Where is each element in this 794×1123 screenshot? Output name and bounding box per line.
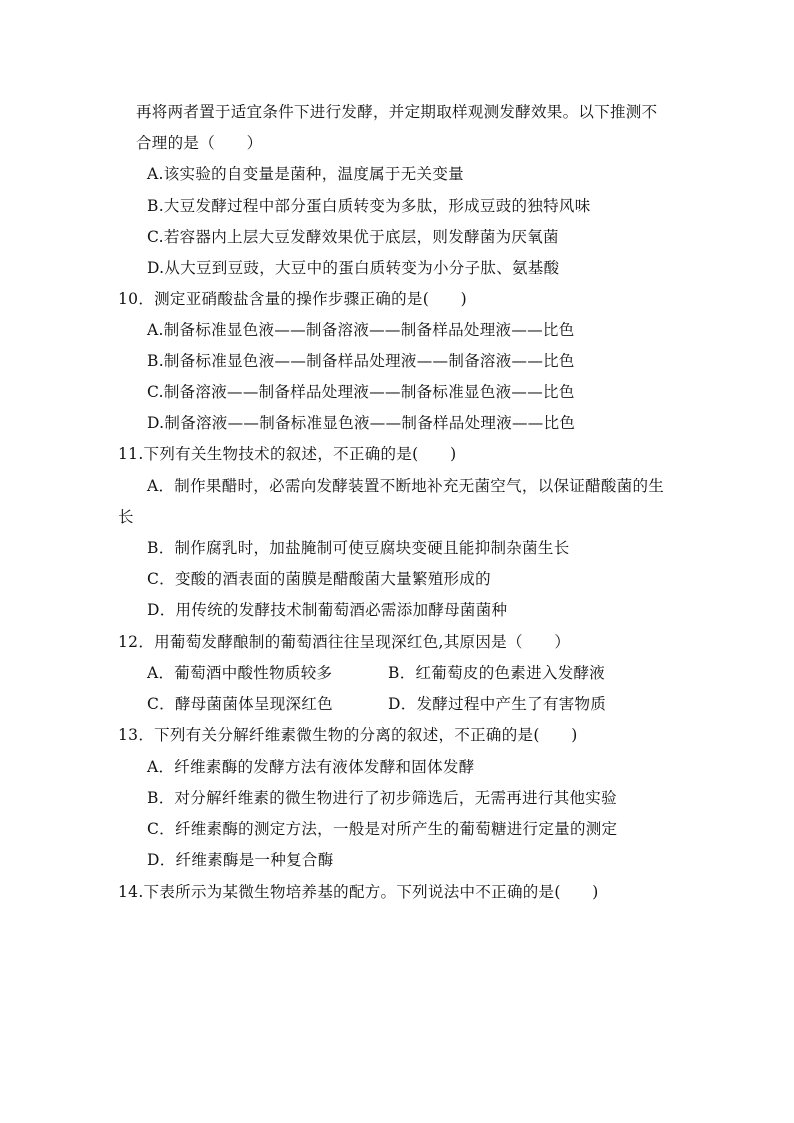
q9-stem-line2: 合理的是（ ） xyxy=(136,134,263,152)
q13-option-a: A．纤维素酶的发酵方法有液体发酵和固体发酵 xyxy=(147,758,475,776)
q10-stem: 10．测定亚硝酸盐含量的操作步骤正确的是( ) xyxy=(118,290,468,308)
q13-stem: 13．下列有关分解纤维素微生物的分离的叙述，不正确的是( ) xyxy=(118,726,578,744)
q9-option-d: D.从大豆到豆豉，大豆中的蛋白质转变为小分子肽、氨基酸 xyxy=(147,259,560,277)
q13-option-b: B．对分解纤维素的微生物进行了初步筛选后，无需再进行其他实验 xyxy=(147,789,617,807)
q11-option-b: B．制作腐乳时，加盐腌制可使豆腐块变硬且能抑制杂菌生长 xyxy=(147,539,570,557)
q10-option-d: D.制备溶液——制备标准显色液——制备样品处理液——比色 xyxy=(147,414,576,432)
q10-option-a: A.制备标准显色液——制备溶液——制备样品处理液——比色 xyxy=(147,321,575,339)
q11-option-a-line1: A．制作果醋时，必需向发酵装置不断地补充无菌空气，以保证醋酸菌的生 xyxy=(147,477,665,495)
q12-option-d: D．发酵过程中产生了有害物质 xyxy=(388,695,607,713)
q12-option-a: A．葡萄酒中酸性物质较多 xyxy=(147,664,333,682)
q11-option-c: C．变酸的酒表面的菌膜是醋酸菌大量繁殖形成的 xyxy=(147,570,491,588)
q9-option-a: A.该实验的自变量是菌种，温度属于无关变量 xyxy=(147,165,464,183)
q12-stem: 12．用葡萄发酵酿制的葡萄酒往往呈现深红色,其原因是（ ） xyxy=(118,633,571,651)
q11-option-d: D．用传统的发酵技术制葡萄酒必需添加酵母菌菌种 xyxy=(147,601,508,619)
q9-stem-line1: 再将两者置于适宜条件下进行发酵，并定期取样观测发酵效果。以下推测不 xyxy=(136,103,658,121)
q13-option-c: C．纤维素酶的测定方法，一般是对所产生的葡萄糖进行定量的测定 xyxy=(147,820,618,838)
q13-option-d: D．纤维素酶是一种复合酶 xyxy=(147,851,334,869)
q9-option-b: B.大豆发酵过程中部分蛋白质转变为多肽，形成豆豉的独特风味 xyxy=(147,197,591,215)
q12-option-c: C．酵母菌菌体呈现深红色 xyxy=(147,695,333,713)
q14-stem: 14.下表所示为某微生物培养基的配方。下列说法中不正确的是( ) xyxy=(118,883,599,901)
q11-option-a-line2: 长 xyxy=(118,508,134,526)
q10-option-b: B.制备标准显色液——制备样品处理液——制备溶液——比色 xyxy=(147,352,575,370)
q12-option-b: B．红葡萄皮的色素进入发酵液 xyxy=(388,664,606,682)
q10-option-c: C.制备溶液——制备样品处理液——制备标准显色液——比色 xyxy=(147,383,575,401)
q11-stem: 11.下列有关生物技术的叙述，不正确的是( ) xyxy=(118,445,457,463)
q9-option-c: C.若容器内上层大豆发酵效果优于底层，则发酵菌为厌氧菌 xyxy=(147,228,559,246)
